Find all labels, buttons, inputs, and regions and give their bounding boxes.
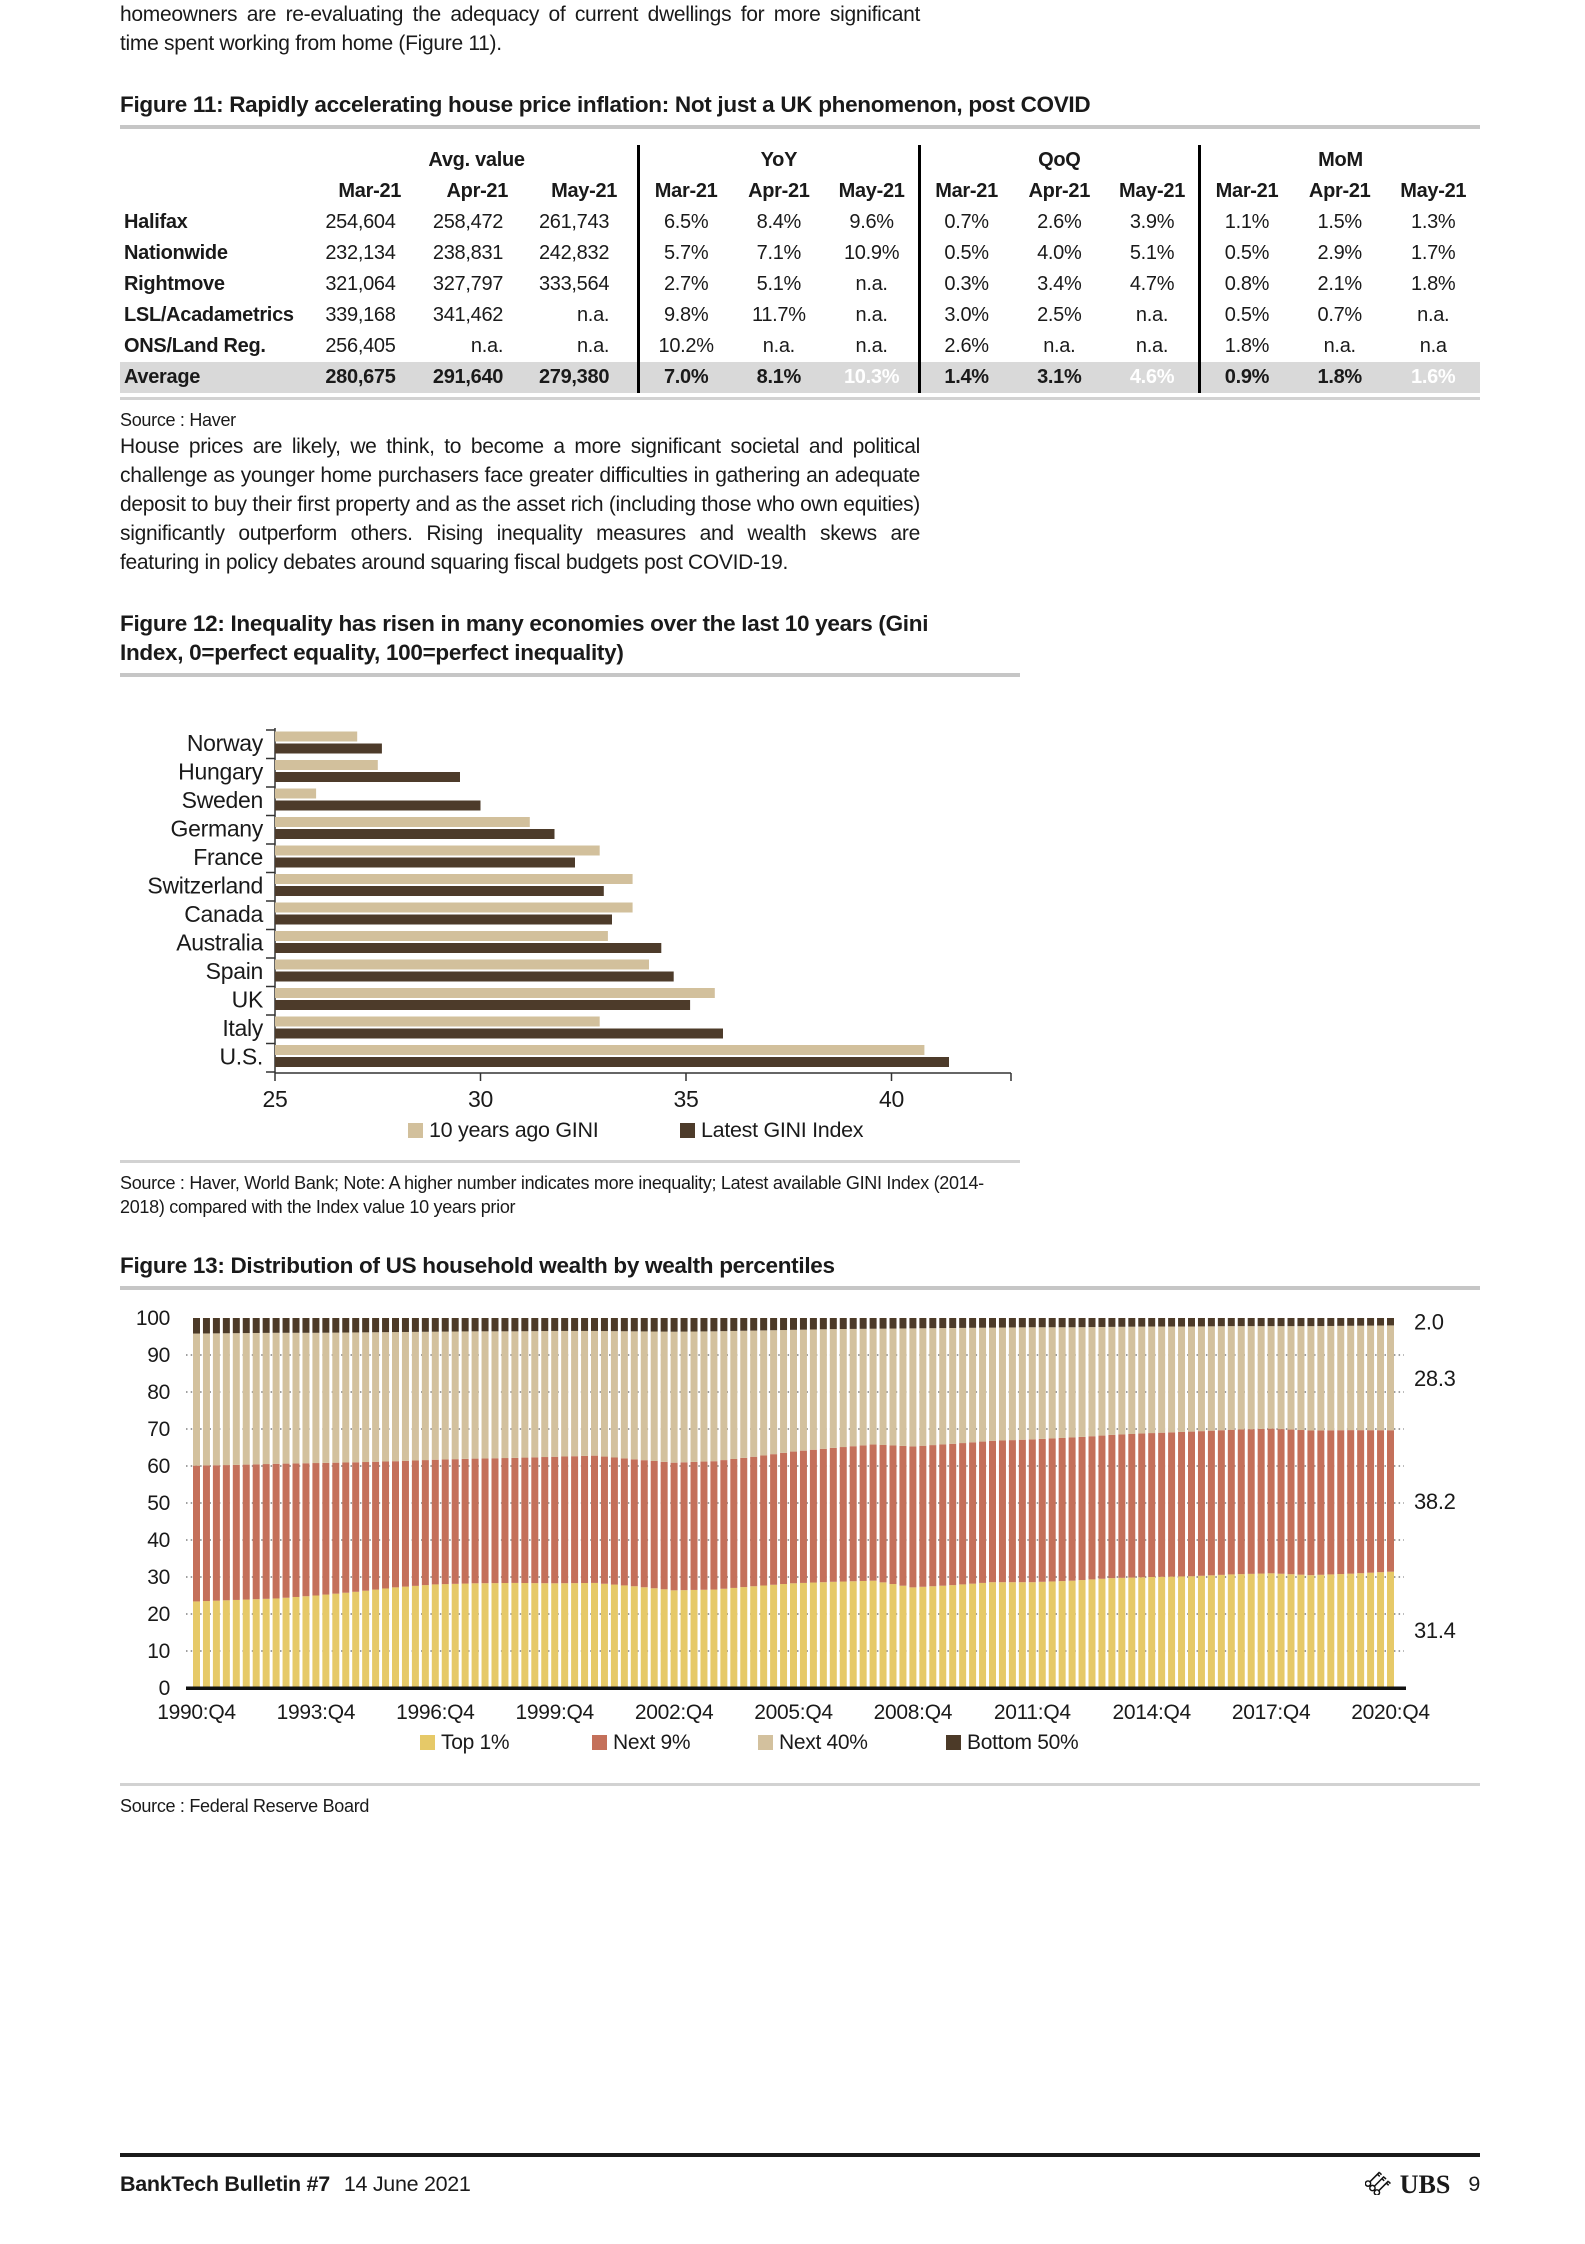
cell: 3.4% <box>1037 273 1082 295</box>
row-label: ONS/Land Reg. <box>124 335 266 357</box>
figure11-title-rule <box>120 125 1480 129</box>
col-month: Mar-21 <box>639 176 732 207</box>
cell: 7.1% <box>756 242 802 264</box>
cell: 0.9% <box>1200 362 1293 393</box>
category-label: Canada <box>184 901 263 927</box>
cell: 5.7% <box>639 238 732 269</box>
page-number: 9 <box>1468 2172 1480 2196</box>
cell: 10.3% <box>826 362 920 393</box>
figure11-title: Figure 11: Rapidly accelerating house price inflation: Not just a UK phenomenon, post COVID <box>120 92 1091 117</box>
figure11-source: Source : Haver <box>120 410 236 430</box>
cell: n.a. <box>1417 304 1450 326</box>
col-group-YoY: YoY <box>639 145 919 176</box>
x-tick-label: 2002:Q4 <box>634 1701 714 1724</box>
table-row <box>120 269 1480 300</box>
cell: 2.6% <box>919 331 1012 362</box>
end-value-label: 31.4 <box>1414 1617 1456 1643</box>
intro-paragraph: homeowners are re-evaluating the adequacy of current dwellings for more significant time spent working from home (Figure 11). <box>120 3 920 55</box>
category-label: Germany <box>170 815 263 842</box>
svg-text:0: 0 <box>158 1677 170 1700</box>
group-header-row <box>120 145 1480 176</box>
cell: 10.2% <box>639 331 732 362</box>
cell: 10.9% <box>843 242 900 264</box>
cell: 1.6% <box>1386 362 1480 393</box>
col-month: May-21 <box>838 180 905 202</box>
svg-text:35: 35 <box>673 1086 699 1112</box>
cell: 2.6% <box>1037 211 1082 233</box>
cell: n.a. <box>1135 304 1169 326</box>
svg-text:50: 50 <box>147 1492 170 1515</box>
bar-Sweden-latest <box>275 801 481 811</box>
cell: 1.8% <box>1200 331 1293 362</box>
bar-Hungary-10y-ago <box>275 760 378 770</box>
bar-Spain-10y-ago <box>275 960 649 970</box>
cell: 0.5% <box>1200 300 1293 331</box>
cell: 5.1% <box>756 273 802 295</box>
svg-text:30: 30 <box>468 1086 493 1112</box>
cell: n.a. <box>855 335 888 357</box>
cell: n.a. <box>470 335 504 357</box>
footer-rule <box>120 2153 1480 2157</box>
col-month: May-21 <box>1119 180 1186 202</box>
x-tick-label: 1996:Q4 <box>396 1701 475 1724</box>
cell: 1.1% <box>1200 207 1293 238</box>
legend-swatch <box>680 1123 695 1138</box>
category-label: France <box>193 844 263 870</box>
cell: n.a. <box>1043 335 1076 357</box>
cell: 333,564 <box>538 273 610 295</box>
row-label: Rightmove <box>124 273 225 295</box>
cell: n.a <box>1419 335 1447 357</box>
col-month: May-21 <box>551 180 618 202</box>
row-label: Halifax <box>124 211 188 233</box>
cell: 7.0% <box>639 362 732 393</box>
house-price-table <box>120 145 1480 393</box>
wealth-stacked-chart-svg <box>120 1298 1480 1778</box>
category-label: Sweden <box>181 787 263 813</box>
col-month: Apr-21 <box>1028 180 1091 202</box>
x-tick-label: 2008:Q4 <box>873 1701 953 1724</box>
svg-text:25: 25 <box>262 1086 288 1112</box>
cell: n.a. <box>855 304 888 326</box>
bar-UK-latest <box>275 1000 690 1010</box>
category-label: U.S. <box>219 1043 263 1070</box>
table-row <box>120 331 1480 362</box>
cell: 4.0% <box>1037 242 1082 264</box>
x-tick-label: 2005:Q4 <box>754 1701 833 1724</box>
bar-Switzerland-latest <box>275 886 604 896</box>
wealth-bars <box>193 1318 1394 1688</box>
footer-publication: BankTech Bulletin #7 14 June 2021 <box>120 2172 471 2196</box>
table-row <box>120 238 1480 269</box>
cell: 321,064 <box>325 273 396 295</box>
x-tick-label: 2011:Q4 <box>993 1701 1071 1724</box>
x-tick-label: 1999:Q4 <box>515 1701 594 1724</box>
svg-text:40: 40 <box>879 1086 904 1112</box>
cell: 256,405 <box>325 335 396 357</box>
legend-label: Next 40% <box>779 1731 868 1754</box>
cell: 6.5% <box>639 207 732 238</box>
cell: 238,831 <box>432 242 504 264</box>
bar-Norway-latest <box>275 744 382 754</box>
table-row <box>120 300 1480 331</box>
cell: 1.8% <box>1411 273 1456 295</box>
legend-label: Bottom 50% <box>967 1731 1079 1754</box>
svg-text:30: 30 <box>147 1566 170 1589</box>
bar-U.S.-latest <box>275 1057 949 1067</box>
cell: 5.1% <box>1129 242 1175 264</box>
category-label: Hungary <box>178 758 263 785</box>
col-month: Mar-21 <box>919 176 1012 207</box>
bar-Canada-10y-ago <box>275 903 633 913</box>
cell: 0.5% <box>1200 238 1293 269</box>
x-tick-label: 1990:Q4 <box>157 1701 236 1724</box>
footer-date: 14 June 2021 <box>343 2172 471 2196</box>
col-month: Apr-21 <box>446 180 509 202</box>
col-month: Mar-21 <box>1200 176 1293 207</box>
gini-bar-chart-svg <box>120 685 1020 1155</box>
cell: 3.0% <box>919 300 1012 331</box>
ubs-wordmark: UBS <box>1399 2169 1451 2199</box>
cell: 242,832 <box>538 242 610 264</box>
cell: 1.8% <box>1293 362 1386 393</box>
svg-text:20: 20 <box>147 1603 170 1626</box>
end-value-label: 28.3 <box>1414 1365 1456 1391</box>
figure13-title: Figure 13: Distribution of US household wealth by wealth percentiles <box>120 1253 835 1278</box>
legend-label: Next 9% <box>613 1731 691 1754</box>
cell: 0.3% <box>919 269 1012 300</box>
end-value-label: 38.2 <box>1414 1489 1456 1514</box>
legend-swatch <box>758 1735 773 1750</box>
category-label: Switzerland <box>147 872 263 899</box>
bar-Norway-10y-ago <box>275 732 357 742</box>
figure12-block <box>120 609 1020 1219</box>
cell: 8.4% <box>756 211 802 233</box>
figure11-bottom-rule <box>120 397 1480 400</box>
cell: 341,462 <box>432 304 504 326</box>
bar-Australia-10y-ago <box>275 931 608 941</box>
cell: n.a. <box>1323 335 1356 357</box>
bar-Spain-latest <box>275 972 674 982</box>
x-tick-label: 2014:Q4 <box>1112 1701 1191 1724</box>
month-header-row <box>120 176 1480 207</box>
cell: n.a. <box>576 304 610 326</box>
cell: 11.7% <box>751 304 806 326</box>
category-label: UK <box>231 986 263 1013</box>
cell: 291,640 <box>424 362 532 393</box>
row-label: Average <box>120 362 316 393</box>
row-label: Nationwide <box>124 242 228 264</box>
bar-Germany-latest <box>275 829 555 839</box>
cell: n.a. <box>855 273 888 295</box>
category-label: Spain <box>205 958 263 984</box>
category-label: Australia <box>176 929 263 956</box>
figure11-block <box>120 90 1480 432</box>
bar-Italy-10y-ago <box>275 1017 600 1027</box>
legend-swatch <box>592 1735 607 1750</box>
category-label: Italy <box>222 1015 263 1041</box>
cell: 254,604 <box>325 211 396 233</box>
cell: 0.8% <box>1200 269 1293 300</box>
cell: 1.7% <box>1411 242 1456 264</box>
ubs-keys-icon <box>1365 2169 1392 2200</box>
wealth-chart <box>120 1298 1480 1783</box>
cell: 8.1% <box>732 362 825 393</box>
svg-text:60: 60 <box>147 1455 170 1478</box>
table-row <box>120 207 1480 238</box>
figure12-title: Figure 12: Inequality has risen in many economies over the last 10 years (Gini Index, 0=perfect equality, 100=perfect inequality) <box>120 611 929 665</box>
page-footer <box>120 2153 1480 2200</box>
legend-swatch <box>420 1735 435 1750</box>
cell: 279,380 <box>531 362 639 393</box>
cell: 1.4% <box>919 362 1012 393</box>
x-tick-label: 2020:Q4 <box>1351 1701 1430 1724</box>
legend-label: 10 years ago GINI <box>429 1118 599 1142</box>
figure12-bottom-rule <box>120 1160 1020 1163</box>
svg-text:80: 80 <box>147 1381 170 1404</box>
svg-text:40: 40 <box>147 1529 170 1552</box>
bar-Canada-latest <box>275 915 612 925</box>
cell: 339,168 <box>325 304 396 326</box>
cell: n.a. <box>576 335 610 357</box>
svg-text:100: 100 <box>135 1307 170 1330</box>
end-value-label: 2.0 <box>1414 1309 1444 1335</box>
cell: 232,134 <box>325 242 396 264</box>
cell: 0.7% <box>1317 304 1362 326</box>
bar-Sweden-10y-ago <box>275 789 316 799</box>
cell: n.a. <box>762 335 795 357</box>
category-label: Norway <box>186 730 263 756</box>
svg-text:10: 10 <box>147 1640 170 1663</box>
col-month: Apr-21 <box>748 180 810 202</box>
bar-Italy-latest <box>275 1029 723 1039</box>
table-row <box>120 362 1480 393</box>
cell: 327,797 <box>432 273 504 295</box>
body-paragraph: House prices are likely, we think, to become a more significant societal and political challenge as younger home purchasers face greater difficulties in gathering an adequate deposit to buy their first property and as the asset rich (including those who own equities) significantly outperform others. Rising inequality measures and wealth skews are featuring in policy debates around squaring fiscal budgets post COVID-19. <box>120 435 920 574</box>
bar-Australia-latest <box>275 943 661 953</box>
x-tick-label: 1993:Q4 <box>276 1701 356 1724</box>
cell: 0.5% <box>919 238 1012 269</box>
col-group-Avg. value: Avg. value <box>428 149 525 171</box>
svg-text:70: 70 <box>147 1418 170 1441</box>
cell: 3.9% <box>1129 211 1175 233</box>
gini-chart <box>120 685 1020 1160</box>
bar-U.S.-10y-ago <box>275 1045 924 1055</box>
x-tick-label: 2017:Q4 <box>1231 1701 1311 1724</box>
figure13-source: Source : Federal Reserve Board <box>120 1796 370 1816</box>
bar-Hungary-latest <box>275 772 460 782</box>
cell: 2.5% <box>1037 304 1082 326</box>
x-axis-line <box>186 1687 1406 1691</box>
bar-France-10y-ago <box>275 846 600 856</box>
cell: 2.1% <box>1317 273 1362 295</box>
bar-Germany-10y-ago <box>275 817 530 827</box>
svg-text:90: 90 <box>147 1344 170 1367</box>
bar-France-latest <box>275 858 575 868</box>
cell: 4.6% <box>1106 362 1199 393</box>
figure13-bottom-rule <box>120 1783 1480 1786</box>
cell: 9.6% <box>849 211 894 233</box>
col-month: Mar-21 <box>338 180 402 202</box>
figure12-source: Source : Haver, World Bank; Note: A higher number indicates more inequality; Latest available GINI Index (2014-2018) compared with the Index value 10 years prior <box>120 1173 984 1217</box>
cell: 1.3% <box>1411 211 1456 233</box>
col-month: May-21 <box>1400 180 1467 202</box>
cell: 1.5% <box>1317 211 1362 233</box>
col-group-MoM: MoM <box>1200 145 1481 176</box>
legend-swatch <box>408 1123 423 1138</box>
legend-swatch <box>946 1735 961 1750</box>
cell: 4.7% <box>1129 273 1175 295</box>
cell: 261,743 <box>538 211 610 233</box>
cell: 2.9% <box>1317 242 1362 264</box>
page-content <box>120 0 1480 1818</box>
figure13-title-rule <box>120 1286 1480 1290</box>
cell: n.a. <box>1135 335 1169 357</box>
col-month: Apr-21 <box>1308 180 1371 202</box>
cell: 2.7% <box>639 269 732 300</box>
bar-UK-10y-ago <box>275 988 715 998</box>
bar-Switzerland-10y-ago <box>275 874 633 884</box>
row-label: LSL/Acadametrics <box>124 304 294 326</box>
legend-label: Latest GINI Index <box>701 1118 864 1142</box>
legend-label: Top 1% <box>441 1731 510 1754</box>
cell: 258,472 <box>432 211 504 233</box>
cell: 0.7% <box>919 207 1012 238</box>
figure13-block <box>120 1251 1480 1818</box>
figure12-title-rule <box>120 673 1020 677</box>
cell: 3.1% <box>1013 362 1106 393</box>
col-group-QoQ: QoQ <box>919 145 1199 176</box>
cell: 280,675 <box>316 362 424 393</box>
cell: 9.8% <box>639 300 732 331</box>
